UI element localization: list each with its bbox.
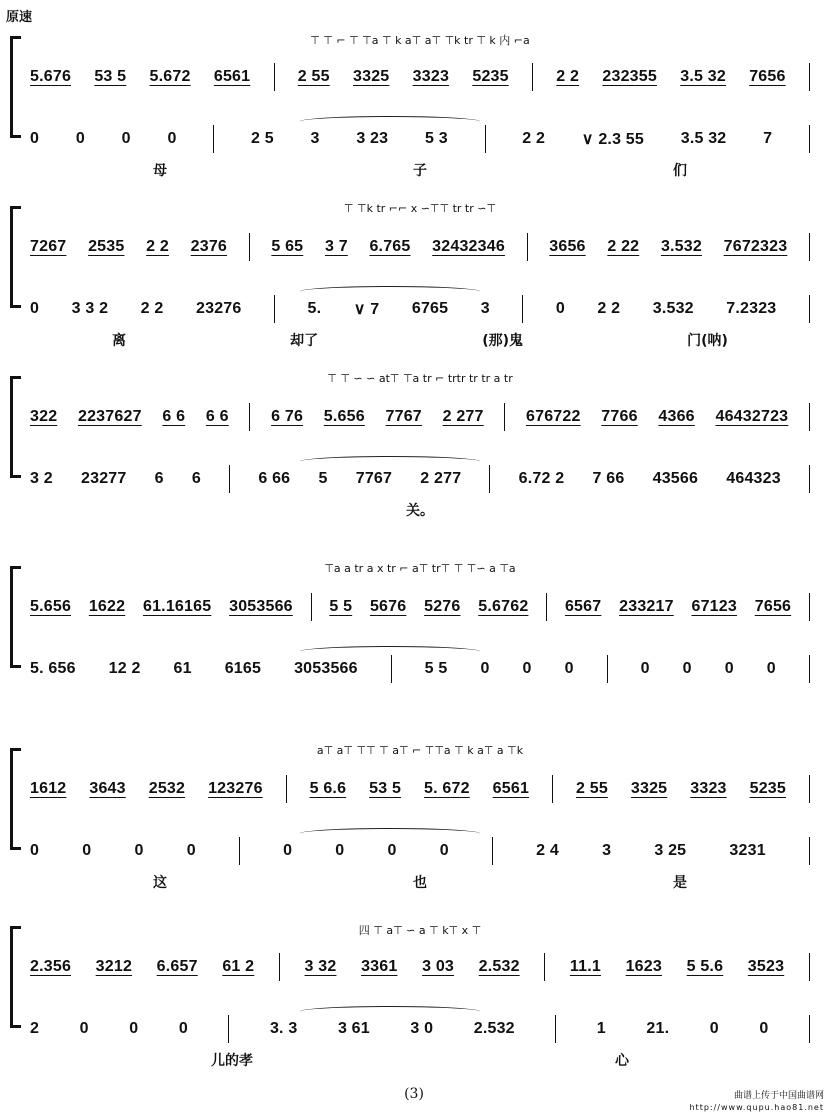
note-group: 5 5: [424, 660, 448, 677]
note-group: 2 2: [146, 238, 169, 255]
system-brace: [10, 206, 21, 308]
lyric-word: 心: [615, 1053, 629, 1069]
note-group: 7: [763, 130, 773, 147]
barline: [546, 593, 547, 621]
slur-mark: [300, 828, 480, 839]
barline: [809, 1015, 810, 1043]
note-group: 0: [30, 842, 40, 859]
barline: [809, 655, 810, 683]
barline: [228, 1015, 229, 1043]
note-group: 32432346: [432, 238, 505, 255]
note-group: 0: [682, 660, 692, 677]
lyrics-row: [30, 500, 810, 520]
note-group: 3361: [361, 958, 398, 975]
upper-staff-line: [30, 774, 810, 804]
lyrics-row: [30, 330, 810, 350]
lyrics-row: [30, 160, 810, 180]
note-group: 61: [173, 660, 192, 677]
note-group: 3 2: [30, 470, 53, 487]
barline: [391, 655, 392, 683]
note-group: 3656: [549, 238, 586, 255]
lyric-word: 们: [673, 163, 687, 179]
barline: [249, 233, 250, 261]
note-group: 61.16165: [142, 598, 212, 615]
note-group: 1622: [88, 598, 126, 615]
barline: [485, 125, 486, 153]
note-group: 2.532: [473, 1020, 515, 1037]
lyric-word: 也: [413, 875, 427, 891]
note-group: 5.6762: [478, 598, 529, 615]
note-group: 7 66: [592, 470, 625, 487]
note-group: 0: [564, 660, 574, 677]
note-group: 6 76: [271, 408, 304, 425]
note-group: 5.656: [30, 598, 72, 615]
ornament-row: ⊤ ⊤ ⌐ ⊤ ⊤a ⊤ k a⊤ a⊤ ⊤k tr ⊤ k 内 ⌐a: [310, 34, 530, 47]
note-group: 7672323: [723, 238, 788, 255]
lyrics-row: [30, 872, 810, 892]
lyric-word: 儿的孝: [211, 1053, 253, 1069]
ornament-row: ⊤ ⊤ ∽ ∽ at⊤ ⊤a tr ⌐ trtr tr tr a tr: [327, 372, 513, 385]
system-brace: [10, 376, 21, 478]
note-group: 3 32: [304, 958, 337, 975]
note-group: 5676: [369, 598, 407, 615]
page-number: (3): [404, 1086, 424, 1102]
note-group: 2237627: [77, 408, 142, 425]
lower-staff-line: [30, 464, 810, 494]
barline: [527, 233, 528, 261]
note-group: 53 5: [94, 68, 127, 85]
barline: [229, 465, 230, 493]
note-group: 0: [134, 842, 144, 859]
note-group: 7767: [385, 408, 422, 425]
note-group: 5235: [749, 780, 787, 797]
note-group: 2 277: [420, 470, 462, 487]
note-group: 3.5 32: [680, 68, 726, 85]
ornament-row: a⊤ a⊤ ⊤⊤ ⊤ a⊤ ⌐ ⊤⊤a ⊤ k a⊤ a ⊤k: [316, 744, 524, 757]
note-group: 0: [30, 300, 40, 317]
note-group: 7767: [355, 470, 393, 487]
note-group: 2532: [148, 780, 186, 797]
lyric-word: 离: [112, 333, 127, 349]
note-group: 5. 656: [30, 660, 76, 677]
lower-staff-line: [30, 836, 810, 866]
note-group: 322: [30, 408, 58, 425]
note-group: 0: [121, 130, 131, 147]
barline: [286, 775, 287, 803]
note-group: 3 3 2: [71, 300, 109, 317]
barline: [239, 837, 240, 865]
note-group: 3 03: [422, 958, 455, 975]
note-group: 6 6: [205, 408, 229, 425]
note-group: ∨ 2.3 55: [581, 131, 645, 148]
barline: [532, 63, 533, 91]
barline: [492, 837, 493, 865]
ornament-row: ⊤ ⊤k tr ⌐⌐ x ∽⊤⊤ tr tr ∽⊤: [343, 202, 497, 215]
note-group: 2 2: [597, 300, 621, 317]
barline: [809, 403, 810, 431]
note-group: 6 6: [162, 408, 186, 425]
note-group: 0: [178, 1020, 188, 1037]
note-group: 3: [310, 130, 320, 147]
lower-staff-line: [30, 654, 810, 684]
note-group: 46432723: [715, 408, 789, 425]
note-group: 2 55: [575, 780, 608, 797]
note-group: 5.676: [30, 68, 72, 85]
note-group: 6567: [564, 598, 602, 615]
note-group: 123276: [208, 780, 263, 797]
note-group: 3.532: [652, 300, 694, 317]
note-group: 6.765: [369, 238, 411, 255]
watermark-url: http://www.qupu.hao81.net: [689, 1103, 824, 1112]
note-group: 6.72 2: [518, 470, 565, 487]
note-group: 3053566: [294, 660, 358, 677]
note-group: 0: [555, 300, 565, 317]
note-group: 0: [79, 1020, 89, 1037]
lyrics-row: [30, 690, 810, 710]
note-group: 0: [724, 660, 734, 677]
lyrics-row: [30, 1050, 810, 1070]
note-group: 5.672: [149, 68, 191, 85]
note-group: 0: [522, 660, 532, 677]
note-group: 5 3: [424, 130, 448, 147]
note-group: 2 2: [522, 130, 546, 147]
upper-staff-line: [30, 232, 810, 262]
note-group: 0: [82, 842, 92, 859]
note-group: 0: [186, 842, 196, 859]
note-group: 5 6.6: [309, 780, 347, 797]
barline: [504, 403, 505, 431]
note-group: 0: [387, 842, 397, 859]
note-group: 7656: [754, 598, 792, 615]
note-group: 0: [480, 660, 490, 677]
barline: [809, 593, 810, 621]
lyric-word: 这: [153, 875, 167, 891]
lower-staff-line: [30, 294, 810, 324]
slur-mark: [300, 1006, 480, 1017]
note-group: 5. 672: [424, 780, 470, 797]
barline: [555, 1015, 556, 1043]
note-group: 2376: [190, 238, 228, 255]
note-group: 7656: [749, 68, 786, 85]
note-group: 7766: [601, 408, 638, 425]
barline: [809, 63, 810, 91]
note-group: 6165: [224, 660, 262, 677]
note-group: 0: [709, 1020, 719, 1037]
barline: [274, 295, 275, 323]
system-brace: [10, 748, 21, 850]
note-group: 7.2323: [726, 300, 777, 317]
note-group: 3523: [747, 958, 785, 975]
note-group: 1623: [625, 958, 662, 975]
note-group: 233217: [619, 598, 674, 615]
barline: [809, 465, 810, 493]
note-group: 5 5.6: [686, 958, 724, 975]
barline: [311, 593, 312, 621]
note-group: 53 5: [369, 780, 402, 797]
slur-mark: [300, 646, 480, 657]
note-group: 0: [640, 660, 650, 677]
note-group: 6: [154, 470, 164, 487]
note-group: 0: [129, 1020, 139, 1037]
note-group: 3212: [95, 958, 133, 975]
lyric-word: (那)鬼: [482, 333, 524, 349]
barline: [522, 295, 523, 323]
barline: [809, 295, 810, 323]
note-group: 2 55: [297, 68, 330, 85]
note-group: 2 4: [536, 842, 559, 859]
slur-mark: [300, 116, 480, 127]
lyric-word: 门(呐): [687, 333, 728, 349]
note-group: 5 65: [271, 238, 304, 255]
note-group: 3325: [353, 68, 390, 85]
note-group: 21.: [646, 1020, 670, 1037]
barline: [607, 655, 608, 683]
note-group: 2 2: [140, 300, 164, 317]
lyric-word: 是: [673, 875, 687, 891]
note-group: 12 2: [108, 660, 141, 677]
note-group: 5 5: [329, 598, 353, 615]
upper-staff-line: [30, 952, 810, 982]
lower-staff-line: [30, 124, 810, 154]
note-group: 1: [596, 1020, 606, 1037]
lyric-word: 子: [413, 163, 427, 179]
ornament-row: 四 ⊤ a⊤ ∽ a ⊤ k⊤ x ⊤: [358, 924, 482, 937]
note-group: 67123: [691, 598, 737, 615]
note-group: 6: [191, 470, 202, 487]
note-group: 3 7: [324, 238, 348, 255]
note-group: 5276: [424, 598, 461, 615]
note-group: 5.656: [323, 408, 365, 425]
note-group: 6 66: [258, 470, 291, 487]
note-group: 0: [75, 130, 85, 147]
note-group: 3.532: [660, 238, 702, 255]
barline: [809, 837, 810, 865]
upper-staff-line: [30, 62, 810, 92]
note-group: 4366: [658, 408, 695, 425]
system-brace: [10, 566, 21, 668]
note-group: 6765: [411, 300, 449, 317]
note-group: 2 22: [607, 238, 640, 255]
barline: [809, 125, 810, 153]
system-brace: [10, 926, 21, 1028]
note-group: 0: [766, 660, 776, 677]
note-group: 0: [167, 130, 177, 147]
slur-mark: [300, 456, 480, 467]
watermark: [689, 1091, 824, 1113]
note-group: 6.657: [156, 958, 198, 975]
upper-staff-line: [30, 402, 810, 432]
watermark-text: 曲谱上传于中国曲谱网: [733, 1091, 824, 1101]
barline: [809, 233, 810, 261]
note-group: 676722: [526, 408, 581, 425]
lower-staff-line: [30, 1014, 810, 1044]
lyric-word: 母: [153, 163, 167, 179]
note-group: 23277: [81, 470, 127, 487]
note-group: 2 277: [442, 408, 484, 425]
note-group: 3 25: [654, 842, 687, 859]
ornament-row: ⊤a a tr a x tr ⌐ a⊤ tr⊤ ⊤ ⊤∽ a ⊤a: [324, 562, 516, 575]
note-group: 2.532: [478, 958, 520, 975]
note-group: 3323: [690, 780, 727, 797]
note-group: 3 23: [356, 130, 389, 147]
note-group: 3231: [729, 842, 766, 859]
note-group: 3323: [412, 68, 450, 85]
barline: [809, 775, 810, 803]
note-group: 5.: [307, 300, 322, 317]
note-group: 7267: [30, 238, 67, 255]
note-group: 3 0: [410, 1020, 434, 1037]
note-group: 232355: [602, 68, 657, 85]
note-group: 3325: [630, 780, 668, 797]
note-group: 464323: [726, 470, 781, 487]
barline: [489, 465, 490, 493]
note-group: 5235: [472, 68, 509, 85]
barline: [279, 953, 280, 981]
note-group: 2: [30, 1020, 40, 1037]
note-group: 61 2: [222, 958, 255, 975]
tempo-marking: 原速: [6, 9, 33, 24]
note-group: 3: [480, 300, 490, 317]
note-group: 6561: [213, 68, 251, 85]
note-group: 0: [759, 1020, 769, 1037]
system-brace: [10, 36, 21, 138]
barline: [249, 403, 250, 431]
lyric-word: 却了: [290, 333, 319, 349]
note-group: 3. 3: [269, 1020, 298, 1037]
note-group: 3 61: [337, 1020, 370, 1037]
note-group: 43566: [652, 470, 699, 487]
barline: [213, 125, 214, 153]
note-group: 0: [283, 842, 293, 859]
lyric-word: 关。: [406, 503, 434, 519]
upper-staff-line: [30, 592, 810, 622]
note-group: 23276: [196, 300, 242, 317]
barline: [274, 63, 275, 91]
note-group: 2 2: [556, 68, 580, 85]
note-group: 3.5 32: [680, 130, 727, 147]
barline: [544, 953, 545, 981]
note-group: 0: [30, 130, 40, 147]
slur-mark: [300, 286, 480, 297]
note-group: 2.356: [30, 958, 72, 975]
barline: [809, 953, 810, 981]
note-group: 0: [335, 842, 345, 859]
note-group: 6561: [492, 780, 530, 797]
note-group: 5: [318, 470, 328, 487]
note-group: 1612: [30, 780, 67, 797]
note-group: 2535: [88, 238, 125, 255]
barline: [552, 775, 553, 803]
note-group: 2 5: [250, 130, 274, 147]
note-group: 3053566: [229, 598, 293, 615]
note-group: 3: [602, 842, 612, 859]
note-group: ∨ 7: [353, 301, 380, 318]
note-group: 11.1: [569, 958, 601, 975]
note-group: 3643: [89, 780, 126, 797]
note-group: 0: [439, 842, 449, 859]
